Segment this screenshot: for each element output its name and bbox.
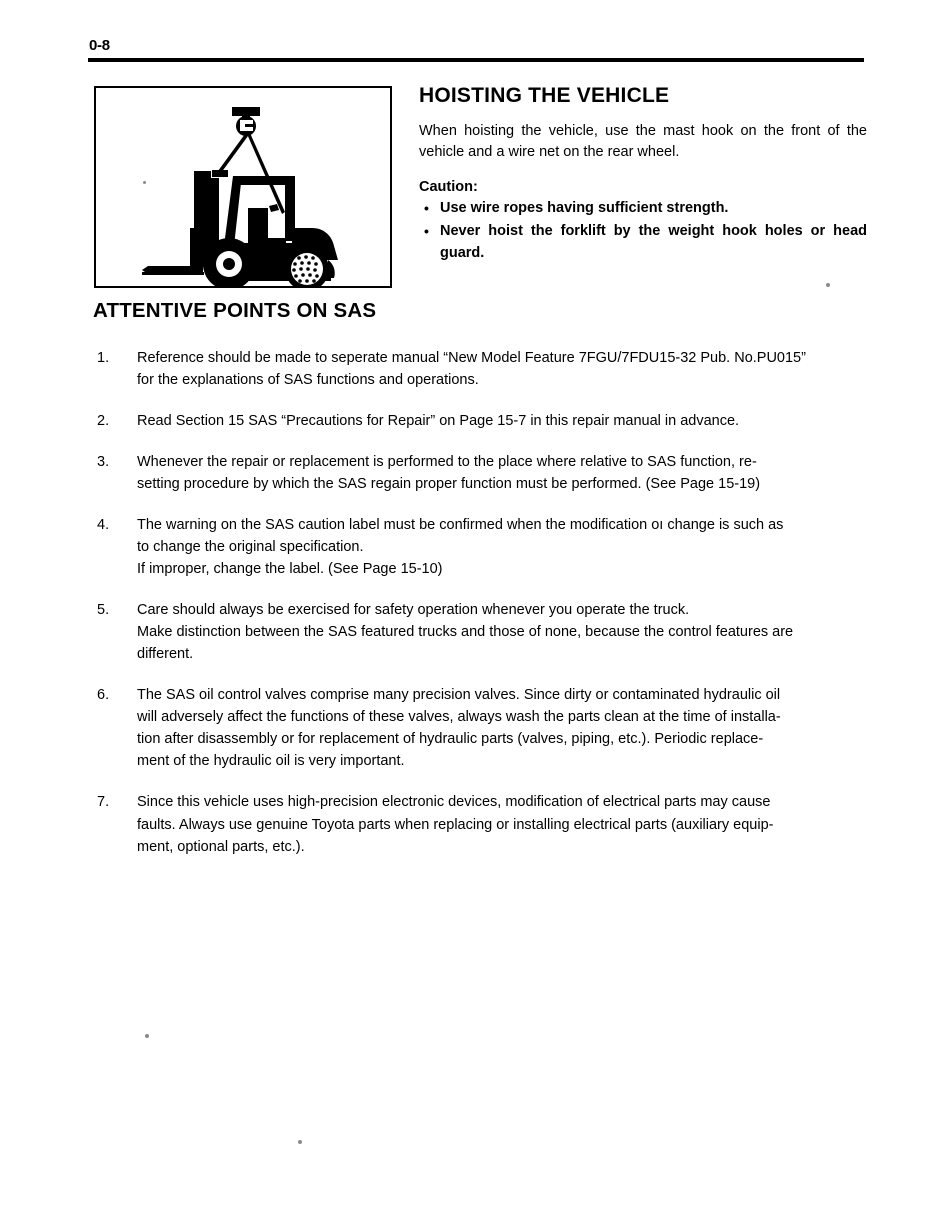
list-item-line: Reference should be made to seperate manual “New Model Feature 7FGU/7FDU15-32 Pub. No.PU015” xyxy=(137,350,806,366)
list-item-line: to change the original specification. xyxy=(137,539,364,556)
list-item-number: 2. xyxy=(97,413,110,430)
list-item-number: 3. xyxy=(97,454,110,471)
list-item-body xyxy=(137,791,868,857)
forklift-hoisting-illustration xyxy=(96,88,390,286)
list-item-line: setting procedure by which the SAS regain proper function must be performed. (See Page 15-19) xyxy=(137,476,761,493)
list-item-line: Whenever the repair or replacement is performed to the place where relative to SAS function, re- xyxy=(137,454,757,471)
list-item-line: If improper, change the label. (See Page 15-10) xyxy=(137,561,443,578)
list-item xyxy=(96,514,868,580)
page-number: 0-8 xyxy=(89,37,110,54)
list-item-line: The warning on the SAS caution label must be confirmed when the modification oı change is such as xyxy=(137,517,784,534)
hoisting-section xyxy=(419,84,867,265)
list-item xyxy=(96,791,868,857)
list-item-body xyxy=(137,514,868,580)
list-item-line: tion after disassembly or for replacement of hydraulic parts (valves, piping, etc.). Periodic replace- xyxy=(137,731,764,748)
list-item-line: faults. Always use genuine Toyota parts when replacing or installing electrical parts (auxiliary equip- xyxy=(137,816,774,833)
list-item-line: Make distinction between the SAS featured trucks and those of none, because the control features are xyxy=(137,624,794,641)
scan-speck xyxy=(143,181,146,184)
caution-item xyxy=(419,198,867,220)
list-item xyxy=(96,347,868,391)
caution-item-text: Never hoist the forklift by the weight hook holes or head guard. xyxy=(440,222,867,261)
scan-speck xyxy=(145,1034,149,1038)
caution-label: Caution: xyxy=(419,179,478,196)
list-item xyxy=(96,451,868,495)
list-item-line: Since this vehicle uses high-precision electronic devices, modification of electrical parts may cause xyxy=(137,794,771,811)
section-title-attentive-points: ATTENTIVE POINTS ON SAS xyxy=(93,299,377,322)
list-item-body xyxy=(137,684,868,772)
scan-speck xyxy=(826,283,830,287)
caution-item-text: Use wire ropes having sufficient strength. xyxy=(440,200,729,217)
list-item-number: 1. xyxy=(97,350,110,366)
caution-item xyxy=(419,221,867,265)
caution-list xyxy=(419,198,867,264)
list-item-line: ment of the hydraulic oil is very important. xyxy=(137,753,405,770)
list-item-number: 7. xyxy=(97,794,110,811)
section-title-hoisting: HOISTING THE VEHICLE xyxy=(419,84,670,107)
list-item-line: Read Section 15 SAS “Precautions for Repair” on Page 15-7 in this repair manual in advance. xyxy=(137,413,740,430)
list-item-line: ment, optional parts, etc.). xyxy=(137,838,305,855)
forklift-hoisting-figure xyxy=(94,86,392,288)
list-item xyxy=(96,684,868,772)
list-item xyxy=(96,410,868,432)
list-item-line: Care should always be exercised for safety operation whenever you operate the truck. xyxy=(137,602,690,619)
header-rule xyxy=(88,58,864,62)
list-item-number: 6. xyxy=(97,687,110,704)
bullet-icon: • xyxy=(424,222,429,239)
list-item-line: different. xyxy=(137,646,194,663)
list-item-body xyxy=(137,410,868,432)
hoisting-intro-text: When hoisting the vehicle, use the mast hook on the front of the vehicle and a wire net on the rear wheel. xyxy=(419,123,867,161)
list-item-number: 4. xyxy=(97,517,110,534)
list-item-body xyxy=(137,347,868,391)
list-item-body xyxy=(137,599,868,665)
list-item-number: 5. xyxy=(97,602,110,619)
list-item-line: The SAS oil control valves comprise many precision valves. Since dirty or contaminated hydraulic oil xyxy=(137,687,781,704)
scan-speck xyxy=(298,1140,302,1144)
list-item-line: will adversely affect the functions of these valves, always wash the parts clean at the time of installa- xyxy=(137,709,781,726)
attentive-points-list xyxy=(96,347,868,877)
list-item xyxy=(96,599,868,665)
list-item-body xyxy=(137,451,868,495)
bullet-icon: • xyxy=(424,200,429,217)
list-item-line: for the explanations of SAS functions and operations. xyxy=(137,372,479,389)
